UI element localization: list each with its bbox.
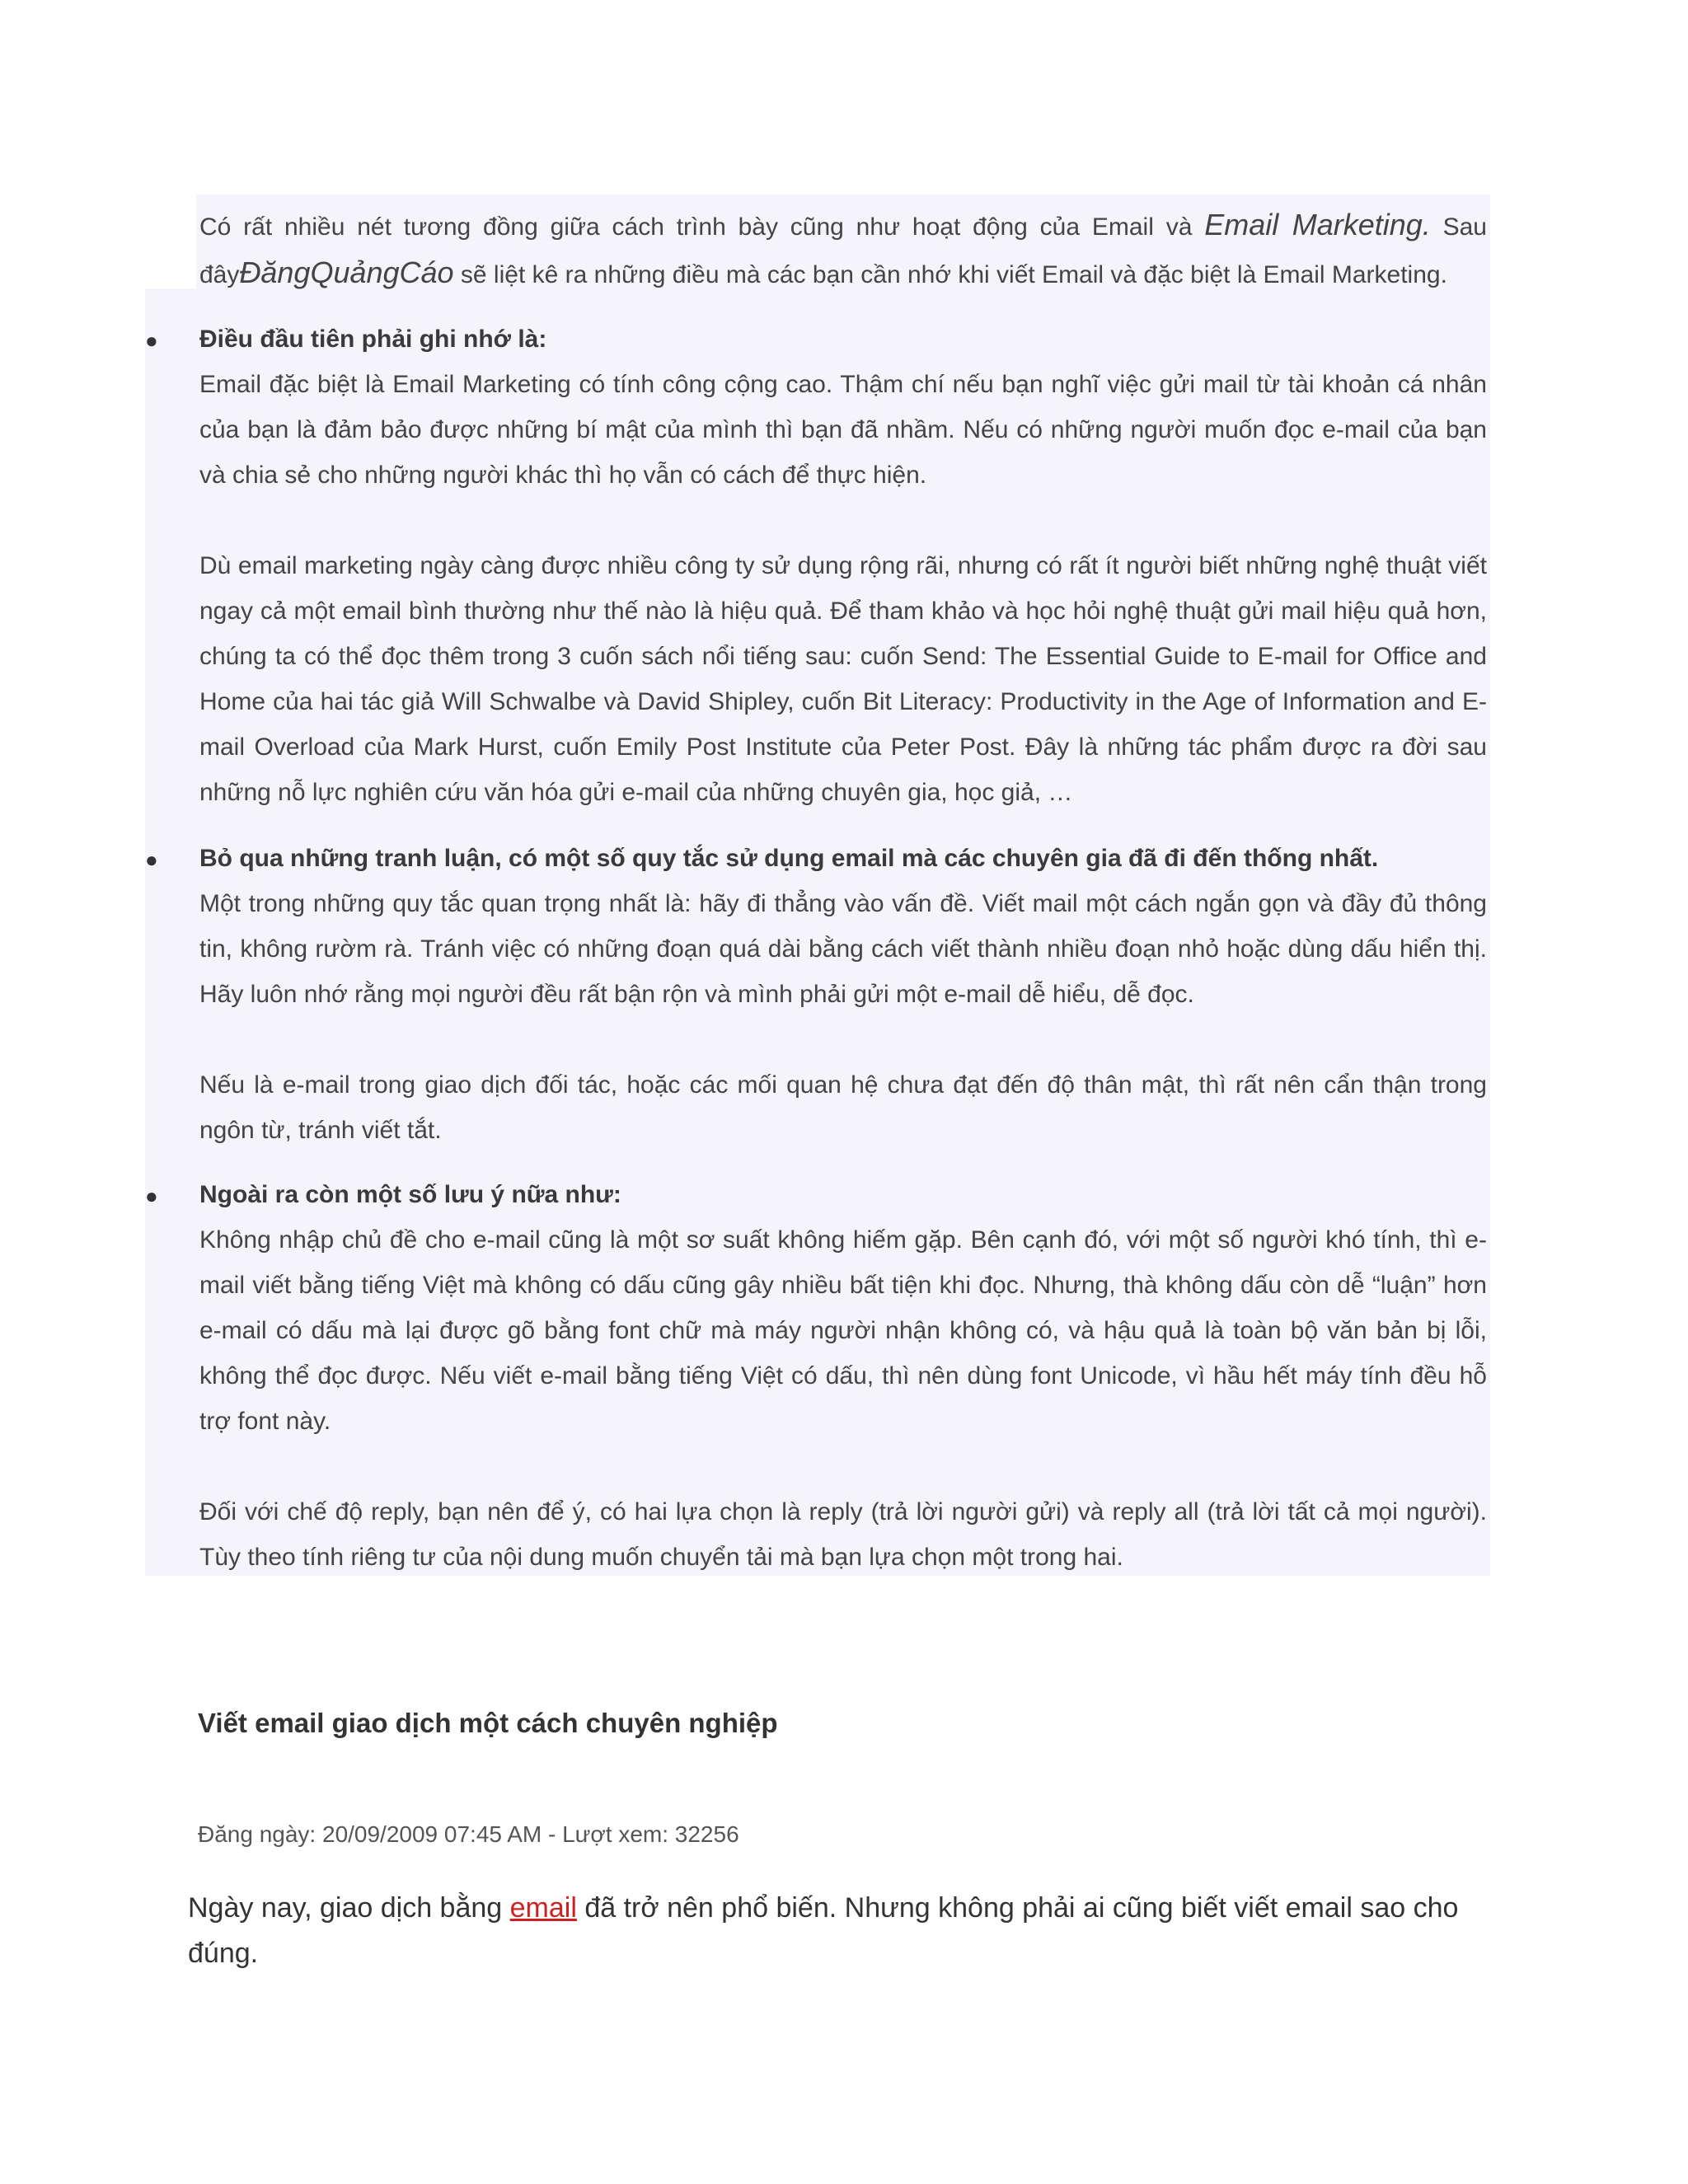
article-lead	[188, 1886, 1490, 1976]
email-link[interactable]: email	[509, 1892, 577, 1924]
lead-text: Ngày nay, giao dịch bằng	[188, 1892, 510, 1924]
intro-text: Có rất nhiều nét tương đồng giữa cách trình bày cũng như hoạt động của Email và	[199, 213, 1205, 241]
section-heading: Ngoài ra còn một số lưu ý nữa như:	[199, 1181, 621, 1208]
section-paragraph: Đối với chế độ reply, bạn nên để ý, có hai lựa chọn là reply (trả lời người gửi) và reply all (trả lời tất cả mọi người). Tùy theo tính riêng tư của nội dung muốn chuyển tải mà bạn lựa chọn một trong hai.	[199, 1498, 1487, 1571]
lead-text: đã trở nên phổ biến. Nhưng không phải ai cũng biết viết email sao cho đúng.	[188, 1892, 1459, 1969]
intro-emphasis: Email Marketing.	[1204, 208, 1431, 241]
section-3	[199, 1172, 1487, 1580]
section-2	[199, 836, 1487, 1153]
section-paragraph: Dù email marketing ngày càng được nhiều công ty sử dụng rộng rãi, nhưng có rất ít người biết những nghệ thuật viết ngay cả một email bình thường như thế nào là hiệu quả. Để tham khảo và học hỏi nghệ thuật gửi mail hiệu quả hơn, chúng ta có thể đọc thêm trong 3 cuốn sách nổi tiếng sau: cuốn Send: The Essential Guide to E-mail for Office and Home của hai tác giả Will Schwalbe và David Shipley, cuốn Bit Literacy: Productivity in the Age of Information and E-mail Overload của Mark Hurst, cuốn Emily Post Institute của Peter Post. Đây là những tác phẩm được ra đời sau những nỗ lực nghiên cứu văn hóa gửi e-mail của những chuyên gia, học giả, …	[199, 552, 1487, 806]
section-paragraph: Email đặc biệt là Email Marketing có tính công cộng cao. Thậm chí nếu bạn nghĩ việc gửi mail từ tài khoản cá nhân của bạn là đảm bảo được những bí mật của mình thì bạn đã nhầm. Nếu có những người muốn đọc e-mail của bạn và chia sẻ cho những người khác thì họ vẫn có cách để thực hiện.	[199, 371, 1487, 489]
intro-text: Sau đây	[199, 213, 1487, 288]
intro-paragraph	[199, 202, 1487, 298]
bullet-icon: ●	[145, 1183, 158, 1208]
intro-text: sẽ liệt kê ra những điều mà các bạn cần nhớ khi viết Email và đặc biệt là Email Marketing.	[453, 261, 1447, 288]
bullet-gutter-background	[145, 288, 196, 808]
article-title: Viết email giao dịch một cách chuyên nghiệp	[198, 1708, 778, 1738]
bullet-icon: ●	[145, 847, 158, 872]
section-paragraph: Một trong những quy tắc quan trọng nhất là: hãy đi thẳng vào vấn đề. Viết mail một cách ngắn gọn và đầy đủ thông tin, không rườm rà. Tránh việc có những đoạn quá dài bằng cách viết thành nhiều đoạn nhỏ hoặc dùng dấu hiển thị. Hãy luôn nhớ rằng mọi người đều rất bận rộn và mình phải gửi một e-mail dễ hiểu, dễ đọc.	[199, 890, 1487, 1008]
article-meta: Đăng ngày: 20/09/2009 07:45 AM - Lượt xem: 32256	[198, 1821, 739, 1847]
bullet-icon: ●	[145, 328, 158, 353]
section-heading: Bỏ qua những tranh luận, có một số quy tắc sử dụng email mà các chuyên gia đã đi đến thống nhất.	[199, 845, 1379, 872]
section-paragraph: Nếu là e-mail trong giao dịch đối tác, hoặc các mối quan hệ chưa đạt đến độ thân mật, thì rất nên cẩn thận trong ngôn từ, tránh viết tắt.	[199, 1071, 1487, 1144]
bullet-gutter-background	[145, 1154, 196, 1576]
section-paragraph: Không nhập chủ đề cho e-mail cũng là một sơ suất không hiếm gặp. Bên cạnh đó, với một số người khó tính, thì e-mail viết bằng tiếng Việt mà không có dấu cũng gây nhiều bất tiện khi đọc. Nhưng, thà không dấu còn dễ “luận” hơn e-mail có dấu mà lại được gõ bằng font chữ mà máy người nhận không có, và hậu quả là toàn bộ văn bản bị lỗi, không thể đọc được. Nếu viết e-mail bằng tiếng Việt có dấu, thì nên dùng font Unicode, vì hầu hết máy tính đều hỗ trợ font này.	[199, 1226, 1487, 1435]
brand-emphasis: ĐăngQuảngCáo	[239, 255, 454, 289]
section-1	[199, 316, 1487, 815]
section-heading: Điều đầu tiên phải ghi nhớ là:	[199, 326, 547, 353]
